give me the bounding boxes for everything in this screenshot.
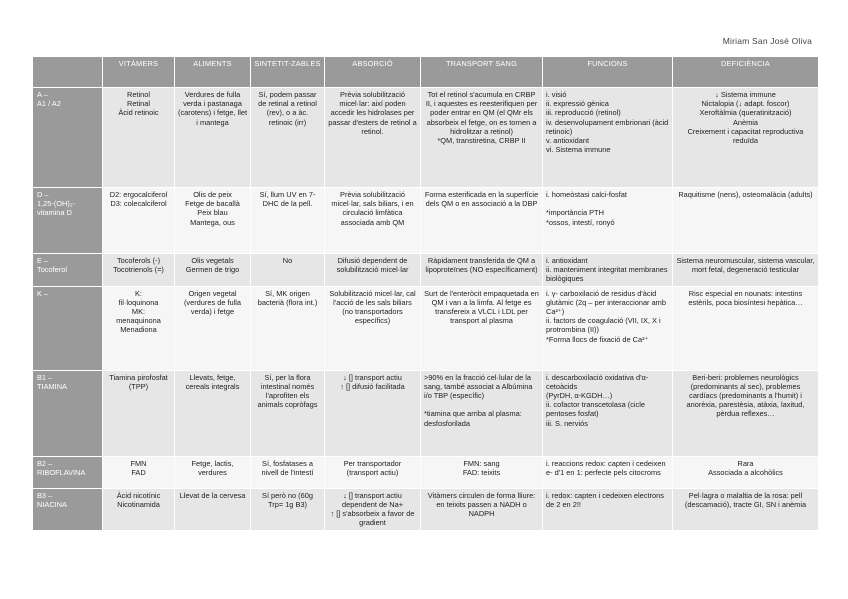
synth-cell bbox=[251, 488, 325, 530]
foods-text: Origen vegetal (verdures de fulla verda) i fetge bbox=[183, 288, 242, 317]
absorption-text: Prèvia solubilització micel·lar, sals biliars, i en circulació limfàtica associada amb QM bbox=[331, 190, 414, 227]
vitamin-name-line: NIACINA bbox=[37, 499, 67, 509]
synth-text: Sí, MK origen bacterià (flora int.) bbox=[257, 288, 318, 307]
transport-text: FAD: teixits bbox=[462, 467, 501, 477]
vitamers-cell bbox=[103, 370, 175, 456]
absorption-text: Solubilització micel·lar, cal l'acció de les sals biliars (no transportadors específics) bbox=[329, 288, 416, 326]
transport-cell bbox=[421, 488, 543, 530]
deficiency-cell bbox=[673, 88, 819, 188]
table-row bbox=[33, 488, 819, 530]
vitamin-name-cell bbox=[33, 456, 103, 488]
vitamin-name-cell bbox=[33, 370, 103, 456]
column-header: FUNCIONS bbox=[543, 57, 673, 88]
synth-cell bbox=[251, 254, 325, 287]
functions-text: i. visió bbox=[546, 90, 567, 99]
vitamers-cell bbox=[103, 88, 175, 188]
foods-text: Fetge de bacallà bbox=[185, 199, 240, 209]
vitamers-text: Tocoferols (-) bbox=[116, 256, 161, 265]
vitamers-text: Retinol bbox=[126, 90, 150, 99]
table-header-row bbox=[33, 57, 819, 88]
table-row bbox=[33, 456, 819, 488]
synth-cell bbox=[251, 286, 325, 370]
vitamin-name-line: A – bbox=[37, 90, 48, 99]
foods-text: Fetge, lactis, verdures bbox=[191, 458, 234, 477]
functions-cell bbox=[543, 286, 673, 370]
transport-text: >90% en la fracció cel·lular de la sang, també associat a Albúmina i/o TBP (específic) bbox=[424, 372, 533, 401]
column-header: ABSORCIÓ bbox=[325, 57, 421, 88]
functions-text: i. redox: capten i cedeixen electrons de 2 en 2!! bbox=[546, 490, 664, 509]
deficiency-cell bbox=[673, 286, 819, 370]
transport-text: FMN: sang bbox=[463, 458, 500, 468]
vitamin-name-line: B1 – bbox=[37, 372, 53, 382]
functions-text bbox=[546, 199, 669, 208]
deficiency-text: Raquitisme (nens), osteomalàcia (adults) bbox=[678, 190, 813, 199]
synth-text: Sí, podem passar de retinal a retinol (rev), o a àc. retinoic (irr) bbox=[258, 90, 317, 127]
synth-text: No bbox=[282, 256, 293, 265]
deficiency-text: ↓ Sistema immune bbox=[715, 90, 776, 99]
functions-text: *importància PTH bbox=[546, 208, 604, 218]
transport-cell bbox=[421, 254, 543, 287]
foods-text: Llevats, fetge, cereals integrals bbox=[185, 372, 240, 391]
vitamers-text: Tiamina pirofosfat (TPP) bbox=[109, 372, 168, 391]
transport-text: *tiamina que arriba al plasma: desfosforilada bbox=[424, 409, 522, 428]
transport-cell bbox=[421, 286, 543, 370]
foods-text: Olis vegetals bbox=[191, 256, 234, 265]
absorption-text: ↓ [] transport actiu bbox=[343, 372, 402, 382]
functions-text: ii. expressió gènica bbox=[546, 99, 609, 109]
vitamers-text: Menadiona bbox=[120, 325, 157, 335]
vitamers-text: Àcid nicotínic bbox=[116, 490, 161, 500]
deficiency-text: Pel·lagra o malaltia de la rosa: pell (descamació), tracte GI, SN i anèmia bbox=[684, 490, 807, 509]
foods-cell bbox=[175, 456, 251, 488]
vitamin-name-line: D – bbox=[37, 190, 49, 199]
transport-text: Vitàmers circulen de forma lliure: en teixits passen a NADH o NADPH bbox=[427, 490, 536, 519]
functions-text: i. reaccions redox: capten i cedeixen e- d'1 en 1: perfecte pels citocroms bbox=[546, 458, 666, 477]
foods-cell bbox=[175, 488, 251, 530]
deficiency-text: Associada a alcohòlics bbox=[708, 467, 783, 477]
vitamin-name-line: Tocoferol bbox=[37, 265, 67, 275]
functions-cell bbox=[543, 88, 673, 188]
functions-text: ii. cofactor transcetolasa (cicle pentoses fosfat) bbox=[546, 400, 645, 419]
vitamin-name-line: E – bbox=[37, 256, 49, 265]
foods-text: Verdures de fulla verda i pastanaga (carotens) i fetge, llet i mantega bbox=[178, 90, 248, 127]
deficiency-text: Rara bbox=[737, 458, 754, 468]
vitamers-text: fil·loquinona bbox=[118, 297, 159, 307]
column-header: TRANSPORT SANG bbox=[421, 57, 543, 88]
vitamers-text: D3: colecalciferol bbox=[110, 199, 167, 209]
deficiency-text: Xeroftàlmia (queratinització) bbox=[699, 108, 792, 118]
header-corner bbox=[33, 57, 103, 88]
functions-text: iii. S. nerviós bbox=[546, 418, 588, 428]
deficiency-cell bbox=[673, 488, 819, 530]
transport-text: *QM, transtiretina, CRBP II bbox=[437, 136, 526, 146]
vitamin-name-cell bbox=[33, 88, 103, 188]
synth-cell bbox=[251, 370, 325, 456]
vitamers-text: Tocotrienols (=) bbox=[113, 265, 164, 275]
vitamin-name-cell bbox=[33, 188, 103, 254]
deficiency-text: Creixement i capacitat reproductiva reduïda bbox=[687, 126, 804, 146]
functions-text: i. homeòstasi calci-fosfat bbox=[546, 190, 627, 199]
foods-text: Olis de peix bbox=[193, 190, 232, 199]
deficiency-cell bbox=[673, 370, 819, 456]
absorption-text: ↑ [] s'absorbeix a favor de gradient bbox=[330, 509, 415, 528]
absorption-cell bbox=[325, 88, 421, 188]
vitamin-name-cell bbox=[33, 488, 103, 530]
vitamin-name-cell bbox=[33, 254, 103, 287]
vitamers-text: Retinal bbox=[126, 99, 150, 109]
table-row bbox=[33, 370, 819, 456]
absorption-cell bbox=[325, 456, 421, 488]
table-row bbox=[33, 88, 819, 188]
vitamin-name-line: B2 – bbox=[37, 458, 53, 468]
column-header: VITÀMERS bbox=[103, 57, 175, 88]
functions-text: i. antioxidant bbox=[546, 256, 588, 265]
functions-text: i. descarboxilació oxidativa d'α-cetoàcids bbox=[546, 372, 649, 391]
foods-cell bbox=[175, 188, 251, 254]
vitamers-text: menaquinona bbox=[116, 316, 161, 326]
synth-cell bbox=[251, 456, 325, 488]
functions-text: v. antioxidant bbox=[546, 136, 590, 146]
column-header: DEFICIÈNCIA bbox=[673, 57, 819, 88]
vitamers-text: MK: bbox=[131, 307, 146, 317]
functions-text: (PyrDH, α-KGDH…) bbox=[546, 391, 613, 401]
vitamers-text: FAD bbox=[131, 467, 146, 477]
deficiency-cell bbox=[673, 188, 819, 254]
vitamers-cell bbox=[103, 254, 175, 287]
vitamin-name-line: TIAMINA bbox=[37, 381, 67, 391]
vitamers-cell bbox=[103, 286, 175, 370]
functions-cell bbox=[543, 370, 673, 456]
foods-text: Peix blau bbox=[197, 208, 228, 218]
deficiency-text: Risc especial en nounats: intestins estèrils, poca biosíntesi hepàtica… bbox=[688, 288, 803, 307]
vitamers-text: K: bbox=[135, 288, 142, 298]
synth-cell bbox=[251, 88, 325, 188]
transport-cell bbox=[421, 370, 543, 456]
vitamin-name-line: 1,25-(OH)₂-vitamina D bbox=[37, 199, 76, 218]
deficiency-cell bbox=[673, 254, 819, 287]
author-name: Miriam San José Oliva bbox=[722, 36, 812, 46]
deficiency-text: Beri-beri: problemes neurològics (predominants al sec), problemes cardíacs (predominants a l'humit) i anorèxia, parestèsia, atàxia, laxitud, pèrdua reflexes… bbox=[686, 372, 805, 419]
foods-text: Germen de trigo bbox=[185, 265, 240, 275]
functions-text: *Forma llocs de fixació de Ca²⁺ bbox=[546, 334, 649, 344]
vitamin-name-line: K – bbox=[37, 288, 49, 298]
functions-text: ii. factors de coagulació (VII, IX, X i protrombina (II)) bbox=[546, 316, 661, 335]
vitamins-table bbox=[32, 56, 819, 531]
functions-cell bbox=[543, 254, 673, 287]
functions-text: iv. desenvolupament embrionari (àcid retinoic) bbox=[546, 117, 669, 136]
transport-text bbox=[424, 400, 539, 409]
vitamers-text: FMN bbox=[130, 458, 147, 468]
synth-text: Sí però no (60g Trp= 1g B3) bbox=[262, 490, 313, 509]
vitamin-name-line: A1 / A2 bbox=[37, 99, 61, 109]
transport-cell bbox=[421, 456, 543, 488]
absorption-cell bbox=[325, 254, 421, 287]
absorption-text: Difusió dependent de solubilització micel·lar bbox=[336, 256, 409, 275]
functions-text: ii. manteniment integritat membranes biològiques bbox=[546, 265, 668, 284]
absorption-cell bbox=[325, 370, 421, 456]
transport-cell bbox=[421, 88, 543, 188]
vitamers-text: Nicotinamida bbox=[117, 499, 160, 509]
foods-cell bbox=[175, 254, 251, 287]
functions-cell bbox=[543, 188, 673, 254]
synth-cell bbox=[251, 188, 325, 254]
functions-cell bbox=[543, 456, 673, 488]
deficiency-cell bbox=[673, 456, 819, 488]
transport-text: Surt de l'enteròcit empaquetada en QM i van a la limfa. Al fetge es transfereix a VLCL i LDL per transport al plasma bbox=[424, 288, 539, 326]
synth-text: Sí, per la flora intestinal només l'aprofiten els animals copròfags bbox=[257, 372, 318, 410]
deficiency-text: Sistema neuromuscular, sistema vascular, mort fetal, degeneració testicular bbox=[676, 256, 815, 275]
absorption-cell bbox=[325, 488, 421, 530]
transport-text: Forma esterificada en la superfície dels QM o en associació a la DBP bbox=[424, 190, 539, 209]
foods-text: Llevat de la cervesa bbox=[179, 490, 246, 500]
functions-text: i. γ- carboxilació de residus d'àcid glutàmic (2q – per interaccionar amb Ca²⁺) bbox=[546, 288, 666, 317]
foods-cell bbox=[175, 88, 251, 188]
deficiency-text: Anèmia bbox=[732, 117, 759, 127]
vitamers-cell bbox=[103, 488, 175, 530]
transport-text: Tot el retinol s'acumula en CRBP II, i aquestes es reesterifiquen per poder entrar en QM (el QMr els absorbeix el fetge, on es tornen a hidrolitzar a retinol) bbox=[425, 90, 538, 136]
vitamin-name-cell bbox=[33, 286, 103, 370]
absorption-text: ↑ [] difusió facilitada bbox=[340, 381, 405, 391]
synth-text: Sí, fosfatases a nivell de l'intestí bbox=[261, 458, 314, 477]
functions-cell bbox=[543, 488, 673, 530]
functions-text: iii. reproducció (retinol) bbox=[546, 108, 621, 118]
vitamers-text: D2: ergocalciferol bbox=[109, 190, 168, 199]
absorption-cell bbox=[325, 188, 421, 254]
foods-cell bbox=[175, 370, 251, 456]
absorption-text: ↓ [] transport actiu dependent de Na+ bbox=[341, 490, 404, 509]
transport-text: Ràpidament transferida de QM a lipoproteïnes (NO específicament) bbox=[425, 256, 538, 275]
column-header: SINTETIT-ZABLES bbox=[251, 57, 325, 88]
functions-text: vi. Sistema immune bbox=[546, 145, 611, 155]
deficiency-text: Nictalopia (↓ adapt. foscor) bbox=[701, 99, 790, 109]
table-row bbox=[33, 188, 819, 254]
vitamers-text: Àcid retinoic bbox=[118, 108, 159, 118]
foods-text: Mantega, ous bbox=[190, 217, 235, 227]
column-header: ALIMENTS bbox=[175, 57, 251, 88]
table-row bbox=[33, 286, 819, 370]
absorption-cell bbox=[325, 286, 421, 370]
foods-cell bbox=[175, 286, 251, 370]
vitamers-cell bbox=[103, 456, 175, 488]
table-row bbox=[33, 254, 819, 287]
transport-cell bbox=[421, 188, 543, 254]
vitamers-cell bbox=[103, 188, 175, 254]
synth-text: Sí, llum UV en 7-DHC de la pell. bbox=[259, 190, 316, 209]
absorption-text: Per transportador (transport actiu) bbox=[343, 458, 402, 477]
vitamin-name-line: RIBOFLAVINA bbox=[37, 467, 86, 477]
absorption-text: Prèvia solubilització micel·lar: així poden accedir les hidrolases per passar d'esters de retinol a retinol. bbox=[328, 90, 417, 136]
functions-text: *ossos, intestí, ronyó bbox=[546, 217, 615, 227]
vitamin-name-line: B3 – bbox=[37, 490, 53, 500]
